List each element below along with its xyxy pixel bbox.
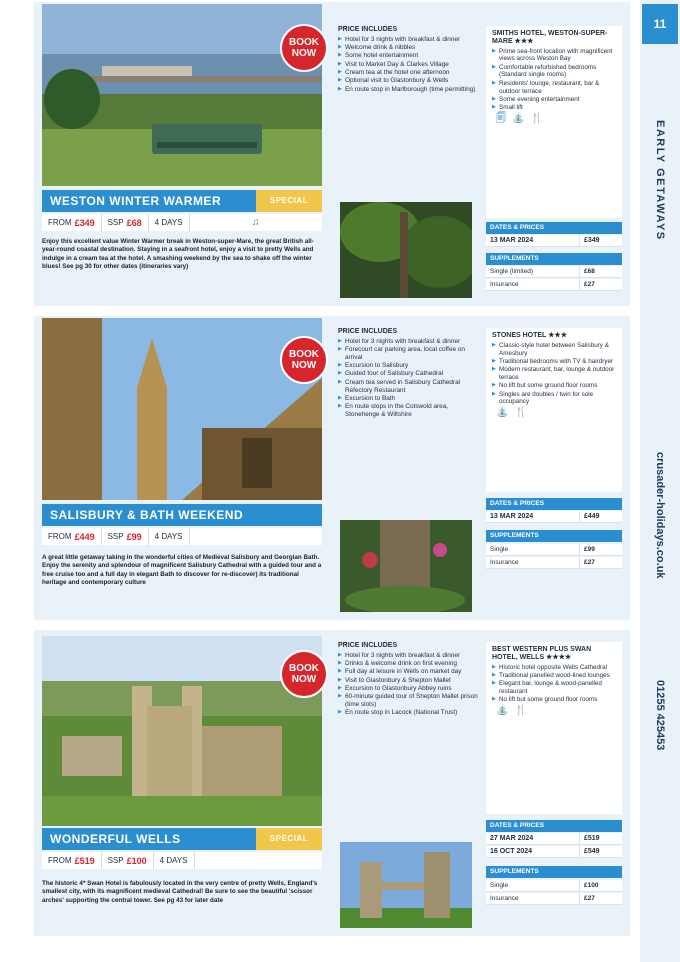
supplement-row: Single £99 [486,544,622,556]
restaurant-icon: 🍴 [530,112,543,124]
supplement-label: SSP [107,532,124,541]
hotel-feature: ▶ Traditional panelled wood-lined lounges [492,672,616,680]
tour-card-wells [34,630,630,936]
hotel-feature: ▶ Singles are doubles / twin for sole occupancy [492,391,616,407]
includes-title: PRICE INCLUDES [338,642,398,649]
includes-title: PRICE INCLUDES [338,328,398,335]
dates-header: DATES & PRICES [486,498,622,510]
garden-photo [340,202,472,298]
music-icon: ♫ [252,217,260,228]
supplements-header: SUPPLEMENTS [486,530,622,542]
hotel-feature: ▶ Small lift [492,104,616,112]
hotel-feature: ▶ Residents' lounge, restaurant, bar & outdoor terrace [492,80,616,96]
lift-icon: 🗐 [496,112,506,124]
includes-item: ▶ En route stop in Marlborough (time permitting) [338,86,480,94]
book-now-badge[interactable]: BOOK NOW [280,24,328,72]
tour-title-bar [42,828,322,850]
tour-duration: 4 DAYS [154,218,183,227]
supplements-header: SUPPLEMENTS [486,253,622,265]
weston-pier-photo [42,4,322,186]
includes-item: ▶ Cream tea at the hotel one afternoon [338,69,480,77]
restaurant-icon: 🍴 [514,407,527,419]
tour-title: SALISBURY & BATH WEEKEND [50,508,244,522]
facility-icons [496,707,616,715]
supplement-row: Insurance £27 [486,893,622,905]
date-row: 13 MAR 2024 £449 [486,511,622,523]
hotel-feature: ▶ Historic hotel opposite Wells Cathedral [492,664,616,672]
supplement-row: Insurance £27 [486,557,622,569]
tour-description: Enjoy this excellent value Winter Warmer break in Weston-super-Mare, the great British all-year-round coastal destination. Staying in a seafront hotel, enjoy a visit to pretty Wells and indulge in a cream tea at the hotel. A smashing weekend by the sea to shake off the winter blues! See pg 30 for other dates (itineraries vary) [42,238,314,271]
restaurant-icon: 🍴 [514,705,527,717]
supplement-label: SSP [107,218,124,227]
special-tag: SPECIAL [256,190,322,212]
tour-price: £519 [74,855,95,866]
supplement-value: £68 [126,217,142,228]
tour-card-salisbury [34,316,630,620]
supplement-row: Single (limited) £68 [486,266,622,278]
tour-duration: 4 DAYS [154,532,183,541]
includes-item: ▶ Some hotel entertainment [338,52,480,60]
includes-item: ▶ Hotel for 3 nights with breakfast & dinner [338,36,480,44]
tour-title: WONDERFUL WELLS [50,832,181,846]
includes-title: PRICE INCLUDES [338,26,398,33]
floral-photo [340,520,472,612]
includes-item: ▶ Cream tea served in Salisbury Cathedral Refectory Restaurant [338,379,480,395]
tour-price: £449 [74,531,95,542]
price-prefix: FROM [48,532,72,541]
includes-item: ▶ Hotel for 3 nights with breakfast & dinner [338,652,480,660]
abbey-ruins-photo [340,842,472,928]
includes-item: ▶ Forecourt car parking area, local coffee on arrival [338,346,480,362]
entertainment-icon: ⛲ [496,407,509,419]
facility-icons [496,409,616,417]
hotel-feature: ▶ Traditional bedrooms with TV & hairdryer [492,358,616,366]
includes-item: ▶ Visit to Market Day & Clarkes Village [338,61,480,69]
special-tag: SPECIAL [256,828,322,850]
wells-cathedral-photo [42,636,322,826]
includes-item: ▶ En route stops in the Cotswold area, Stonehenge & Wiltshire [338,403,480,419]
includes-item: ▶ Full day at leisure in Wells on market day [338,668,480,676]
hotel-feature: ▶ Elegant bar, lounge & wood-panelled restaurant [492,680,616,696]
price-bar [42,528,322,545]
supplement-value: £100 [126,855,147,866]
supplement-value: £99 [126,531,142,542]
tour-title-bar [42,190,322,212]
salisbury-cathedral-photo [42,318,322,500]
date-row: 13 MAR 2024 £349 [486,235,622,247]
price-includes [338,26,480,94]
tour-title-bar [42,504,322,526]
tour-description: The historic 4* Swan Hotel is fabulously located in the very centre of pretty Wells, England's smallest city, with its magnificent medieval Cathedral! Be sure to see the beautiful 'scissor arches' supporting the central tower. See pg 43 for later date [42,880,318,904]
hotel-feature: ▶ No lift but some ground floor rooms [492,382,616,390]
tour-card-weston [34,2,630,306]
hotel-info [486,328,622,492]
price-bar [42,852,322,869]
price-includes [338,642,480,718]
tour-duration: 4 DAYS [159,856,188,865]
supplement-row: Insurance £27 [486,279,622,291]
website-link[interactable]: crusader-holidays.co.uk [654,451,666,579]
date-row: 16 OCT 2024 £549 [486,846,622,858]
dates-header: DATES & PRICES [486,222,622,234]
hotel-feature: ▶ Comfortable refurbished bedrooms (Standard single rooms) [492,64,616,80]
includes-item: ▶ Visit to Glastonbury & Shepton Mallet [338,677,480,685]
hotel-feature: ▶ Modern restaurant, bar, lounge & outdoor terrace [492,366,616,382]
tour-title: WESTON WINTER WARMER [50,194,222,208]
hotel-feature: ▶ Classic-style hotel between Salisbury & Amesbury [492,342,616,358]
includes-item: ▶ Drinks & welcome drink on first evening [338,660,480,668]
includes-item: ▶ Excursion to Glastonbury Abbey ruins [338,685,480,693]
supplement-label: SSP [107,856,124,865]
tour-description: A great little getaway taking in the wonderful cities of Medieval Salisbury and Georgian Bath. Enjoy the serenity and splendour of magnificent Salisbury Cathedral with a guided tour and a free cruise too and a full day in elegant Bath to discover for re-discover) its traditional heritage and contemporary culture [42,554,322,587]
facility-icons [496,112,616,124]
hotel-info [486,26,622,218]
price-prefix: FROM [48,218,72,227]
supplements-header: SUPPLEMENTS [486,866,622,878]
book-now-badge[interactable]: BOOK NOW [280,336,328,384]
book-now-badge[interactable]: BOOK NOW [280,650,328,698]
hotel-feature: ▶ Some evening entertainment [492,96,616,104]
includes-item: ▶ Optional visit to Glastonbury & Wells [338,77,480,85]
entertainment-icon: ⛲ [512,112,525,124]
includes-item: ▶ En route stop in Lacock (National Trust) [338,709,480,717]
hotel-name: SMITHS HOTEL, WESTON-SUPER-MARE ★★★ [492,30,608,45]
hotel-name: BEST WESTERN PLUS SWAN HOTEL, WELLS ★★★★ [492,646,592,661]
price-prefix: FROM [48,856,72,865]
hotel-feature: ▶ Prime sea-front location with magnificent views across Weston Bay [492,48,616,64]
page-number: 11 [642,4,678,44]
includes-item: ▶ Guided tour of Salisbury Cathedral [338,370,480,378]
includes-item: ▶ Excursion to Bath [338,395,480,403]
dates-header: DATES & PRICES [486,820,622,832]
date-row: 27 MAR 2024 £519 [486,833,622,845]
section-label: EARLY GETAWAYS [654,119,666,241]
entertainment-icon: ⛲ [496,705,509,717]
includes-item: ▶ Hotel for 3 nights with breakfast & dinner [338,338,480,346]
phone-number[interactable]: 01255 425453 [654,679,666,751]
supplement-row: Single £100 [486,880,622,892]
price-bar [42,214,322,231]
includes-item: ▶ Welcome drink & nibbles [338,44,480,52]
includes-item: ▶ Excursion to Salisbury [338,362,480,370]
tour-price: £349 [74,217,95,228]
hotel-name: STONES HOTEL ★★★ [492,332,567,339]
price-includes [338,328,480,419]
includes-item: ▶ 60-minute guided tour of Shepton Mallet prison (time slots) [338,693,480,709]
hotel-info [486,642,622,814]
hotel-feature: ▶ No lift but some ground floor rooms [492,696,616,704]
